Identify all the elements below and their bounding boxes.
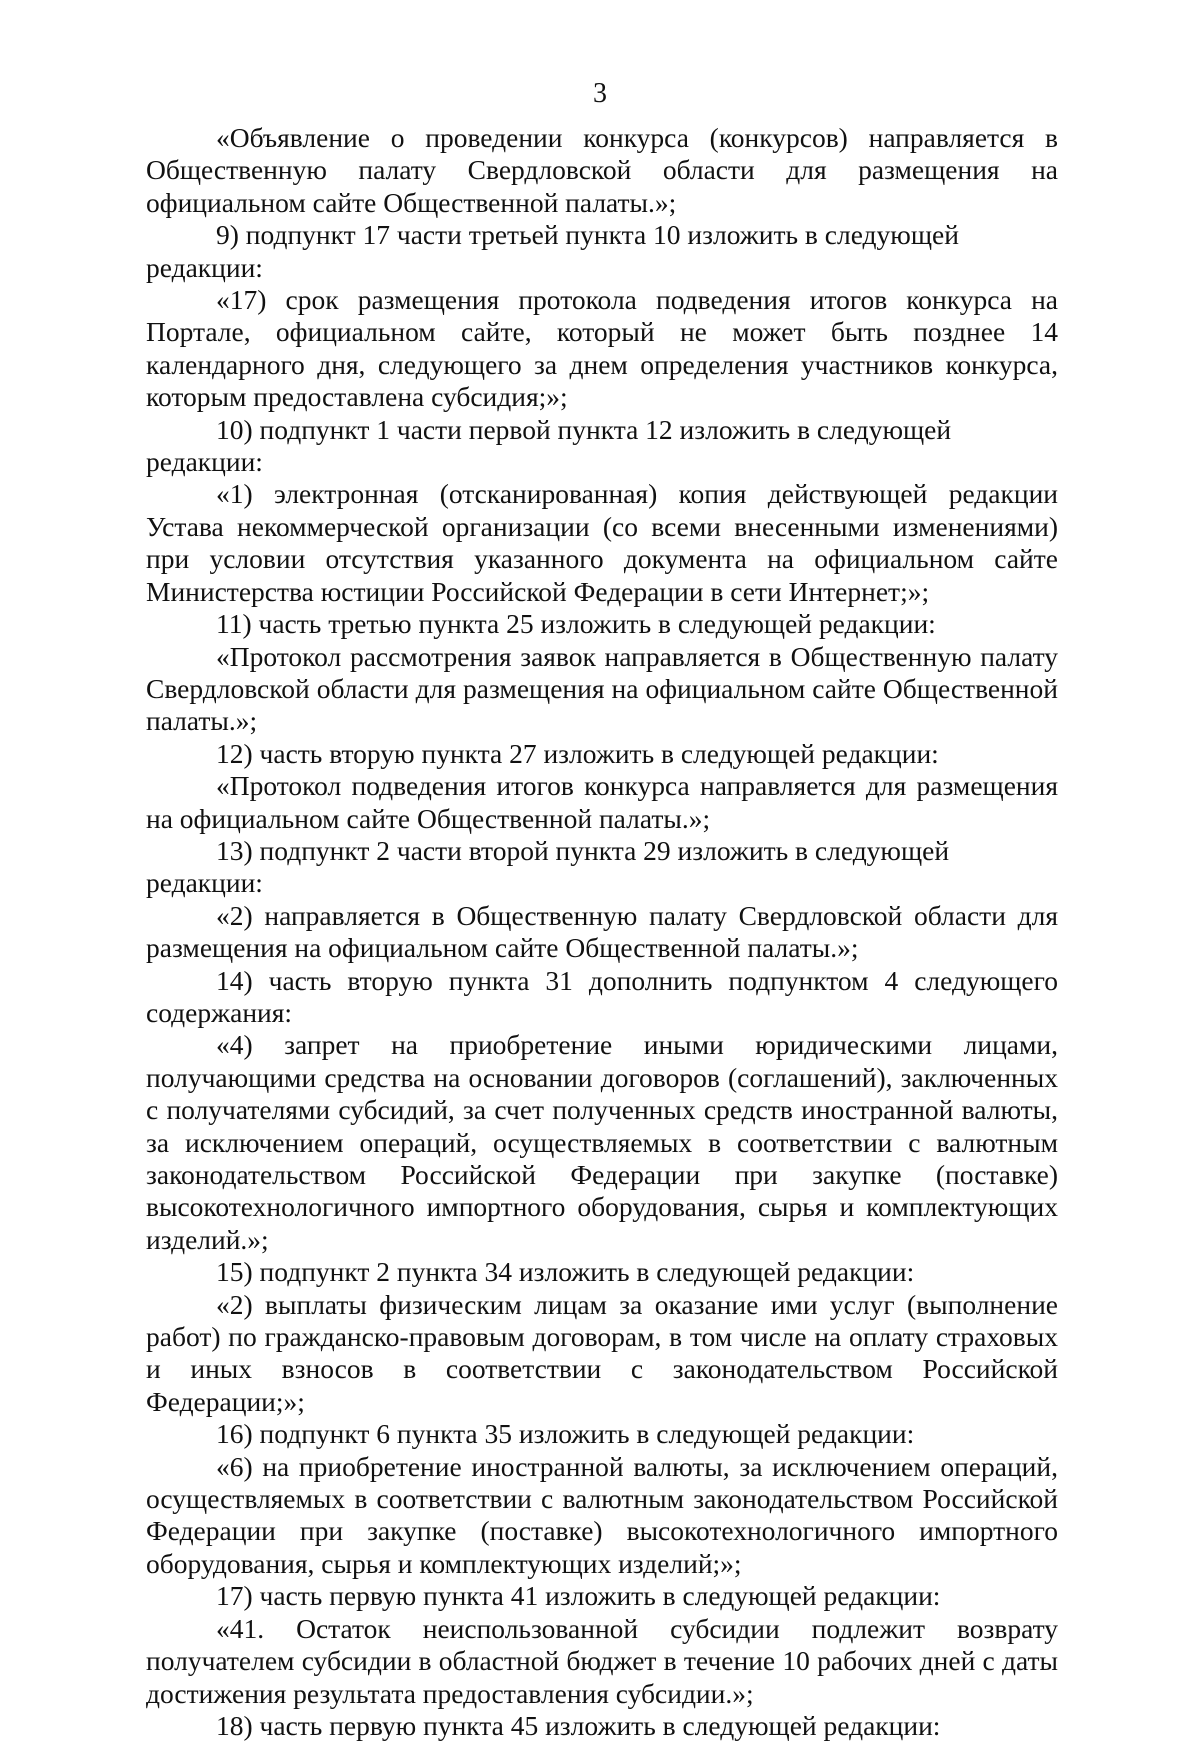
amendment-item: 13) подпункт 2 части второй пункта 29 изложить в следующей редакции: [146, 834, 950, 899]
quoted-paragraph: «4) запрет на приобретение иными юридическими лицами, получающими средства на основании договоров (соглашений), заключенных с получателями субсидий, за счет полученных средств иностранной валюты, за исключением операций, осуществляемых в соответствии с валютным законодательством Российской Федерации при закупке (поставке) высокотехнологичного импортного оборудования, сырья и комплектующих изделий.»; [146, 1029, 1058, 1255]
document-body [146, 122, 1058, 1742]
amendment-item: 16) подпункт 6 пункта 35 изложить в следующей редакции: [216, 1418, 915, 1450]
quoted-paragraph: «2) выплаты физическим лицам за оказание ими услуг (выполнение работ) по гражданско-правовым договорам, в том числе на оплату страховых и иных взносов в соответствии с законодательством Российской Федерации;»; [146, 1288, 1058, 1417]
quoted-paragraph: «17) срок размещения протокола подведения итогов конкурса на Портале, официальном сайте, который не может быть позднее 14 календарного дня, следующего за днем определения участников конкурса, которым предоставлена субсидия;»; [146, 284, 1058, 413]
amendment-item: 18) часть первую пункта 45 изложить в следующей редакции: [216, 1709, 941, 1741]
amendment-item: 15) подпункт 2 пункта 34 изложить в следующей редакции: [216, 1256, 915, 1288]
quoted-paragraph: «1) электронная (отсканированная) копия действующей редакции Устава некоммерческой организации (со всеми внесенными изменениями) при условии отсутствия указанного документа на официальном сайте Министерства юстиции Российской Федерации в сети Интернет;»; [146, 478, 1058, 607]
quoted-paragraph: «6) на приобретение иностранной валюты, за исключением операций, осуществляемых в соответствии с валютным законодательством Российской Федерации при закупке (поставке) высокотехнологичного импортного оборудования, сырья и комплектующих изделий;»; [146, 1450, 1058, 1579]
quoted-paragraph: «41. Остаток неиспользованной субсидии подлежит возврату получателем субсидии в областной бюджет в течение 10 рабочих дней с даты достижения результата предоставления субсидии.»; [146, 1612, 1058, 1709]
quoted-paragraph: «Протокол рассмотрения заявок направляется в Общественную палату Свердловской области для размещения на официальном сайте Общественной палаты.»; [146, 640, 1058, 737]
quoted-paragraph: «Протокол подведения итогов конкурса направляется для размещения на официальном сайте Общественной палаты.»; [146, 770, 1058, 834]
amendment-item: 9) подпункт 17 части третьей пункта 10 изложить в следующей редакции: [146, 219, 959, 283]
amendment-item: 17) часть первую пункта 41 изложить в следующей редакции: [216, 1580, 941, 1612]
amendment-item: 11) часть третью пункта 25 изложить в следующей редакции: [216, 608, 936, 640]
page-number: 3 [593, 78, 607, 109]
quoted-paragraph: «2) направляется в Общественную палату Свердловской области для размещения на официальном сайте Общественной палаты.»; [146, 899, 1058, 964]
quoted-paragraph: «Объявление о проведении конкурса (конкурсов) направляется в Общественную палату Свердловской области для размещения на официальном сайте Общественной палаты.»; [146, 122, 1058, 218]
amendment-item: 12) часть вторую пункта 27 изложить в следующей редакции: [216, 737, 939, 769]
amendment-item: 10) подпункт 1 части первой пункта 12 изложить в следующей редакции: [146, 413, 952, 478]
amendment-item: 14) часть вторую пункта 31 дополнить подпунктом 4 следующего содержания: [146, 964, 1058, 1028]
